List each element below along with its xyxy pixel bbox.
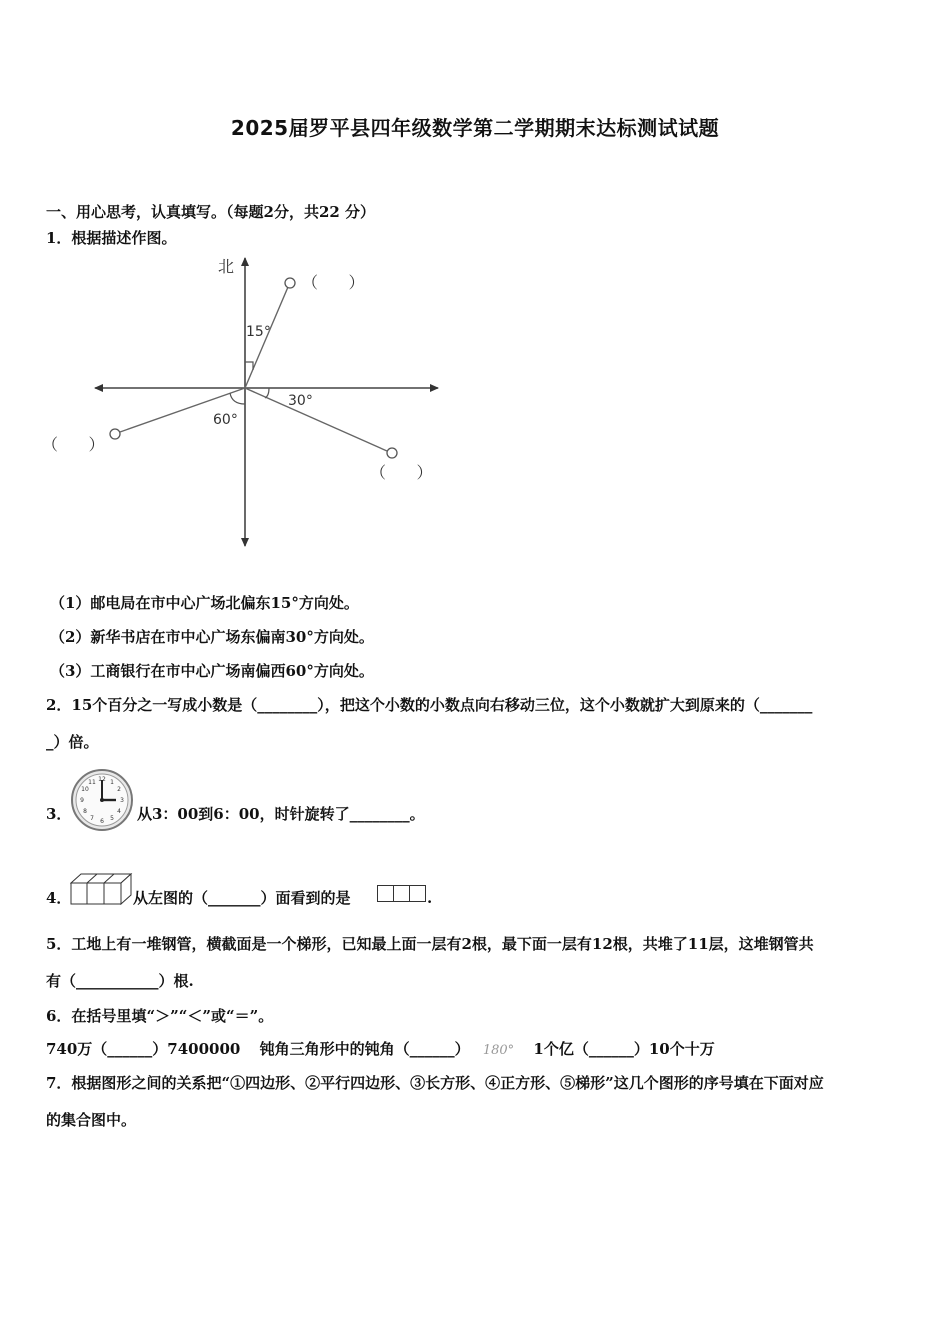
question-4-end: . [427,889,433,907]
question-6-part-1: 740万（______）7400000 [46,1040,241,1058]
angle-arc-60 [230,393,245,404]
question-4-text: 从左图的（_______）面看到的是 [133,889,351,907]
cubes-figure [70,873,134,905]
question-2-line-1: 2．15个百分之一写成小数是（________），把这个小数的小数点向右移动三位，这个小数就扩大到原来的（_______ [46,696,813,714]
blank-right: （ ） [370,463,433,482]
point-bookstore [387,448,397,458]
svg-text:3: 3 [120,797,124,804]
angle-60-label: 60° [213,412,238,428]
question-1-item-3: （3）工商银行在市中心广场南偏西60°方向处。 [50,662,374,680]
question-7-line-1: 7．根据图形之间的关系把“①四边形、②平行四边形、③长方形、④正方形、⑤梯形”这几个图形的序号填在下面对应 [46,1074,824,1092]
question-6-stem: 6．在括号里填“＞”“＜”或“＝”。 [46,1007,274,1025]
svg-text:11: 11 [88,779,96,786]
section-heading: 一、用心思考，认真填写。（每题2分，共22 分） [46,203,376,221]
question-1-stem: 1．根据描述作图。 [46,229,177,247]
svg-text:7: 7 [90,815,94,822]
question-6-part-3: 1个亿（______）10个十万 [533,1040,715,1058]
svg-text:4: 4 [117,808,121,815]
question-3-number: 3． [46,805,72,823]
question-5-line-1: 5．工地上有一堆钢管，横截面是一个梯形，已知最上面一层有2根，最下面一层有12根，共堆了11层，这堆钢管共 [46,935,814,953]
svg-text:9: 9 [80,797,84,804]
front-view-figure [377,885,427,903]
angle-30-label: 30° [288,393,313,409]
svg-text:10: 10 [81,786,89,793]
question-1-item-1: （1）邮电局在市中心广场北偏东15°方向处。 [50,594,359,612]
svg-text:8: 8 [83,808,87,815]
page-title: 2025届罗平县四年级数学第二学期期末达标测试试题 [230,116,720,140]
question-6-row [46,1039,715,1061]
question-4-number: 4． [46,889,72,907]
clock-icon [70,768,134,832]
point-bank [110,429,120,439]
north-label: 北 [218,257,235,276]
question-5-line-2: 有（___________）根. [46,972,194,990]
angle-mark-15 [245,362,253,370]
svg-text:1: 1 [110,779,114,786]
point-post-office [285,278,295,288]
angle-15-label: 15° [246,324,271,340]
question-2-line-2: _）倍。 [46,733,99,751]
question-6-part-2: 钝角三角形中的钝角（______） [259,1040,470,1058]
svg-text:6: 6 [100,818,104,825]
blank-left: （ ） [42,435,105,454]
svg-text:2: 2 [117,786,121,793]
compass-diagram [40,250,450,560]
svg-text:12: 12 [98,776,106,783]
question-1-item-2: （2）新华书店在市中心广场东偏南30°方向处。 [50,628,374,646]
question-3-text: 从3：00到6：00，时针旋转了________。 [137,805,425,823]
question-6-degree: 180° [482,1043,515,1058]
question-7-line-2: 的集合图中。 [46,1111,137,1129]
blank-top: （ ） [302,273,365,292]
svg-text:5: 5 [110,815,114,822]
